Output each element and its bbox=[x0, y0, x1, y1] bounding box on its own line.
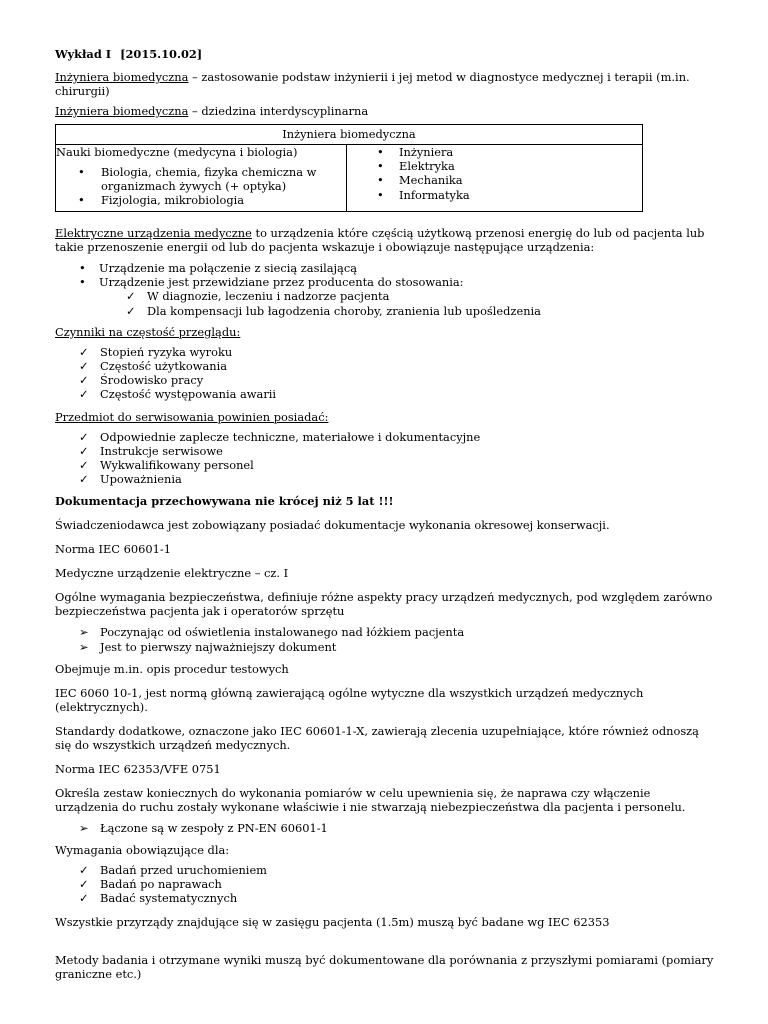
list-item bbox=[55, 289, 715, 303]
list-item bbox=[55, 261, 715, 275]
combined-list bbox=[55, 821, 715, 835]
factors-list bbox=[55, 345, 715, 402]
list-item bbox=[55, 863, 715, 877]
check-icon: ✓ bbox=[79, 387, 89, 402]
bullet-icon: • bbox=[377, 173, 384, 188]
list-item-text: Dla kompensacji lub łagodzenia choroby, zranienia lub upośledzenia bbox=[147, 303, 541, 318]
list-item bbox=[55, 877, 715, 891]
list-item-text: Biologia, chemia, fizyka chemiczna w organizmach żywych (+ optyka) bbox=[101, 165, 317, 194]
list-item-text: Elektryka bbox=[399, 159, 455, 174]
list-item bbox=[56, 193, 346, 207]
list-item-text: Instrukcje serwisowe bbox=[100, 443, 223, 458]
definition-text: to urządzenia które częścią użytkową przenosi energię do lub od pacjenta lub takie przenoszenie energii od lub do pacjenta wskazuje i obowiązuje następujące urządzenia: bbox=[55, 226, 705, 254]
all-devices-note: Wszystkie przyrządy znajdujące się w zasięgu pacjenta (1.5m) muszą być badane wg IEC 62353 bbox=[55, 914, 610, 929]
list-item-text: Odpowiednie zaplecze techniczne, materiałowe i dokumentacyjne bbox=[100, 429, 481, 444]
bullet-icon: • bbox=[377, 145, 384, 159]
lecture-date: [2015.10.02] bbox=[120, 47, 203, 61]
list-item bbox=[55, 275, 715, 289]
check-icon: ✓ bbox=[79, 443, 89, 458]
list-item bbox=[55, 640, 715, 654]
list-item-text: Urządzenie ma połączenie z siecią zasilającą bbox=[99, 261, 358, 275]
table-right-list bbox=[347, 145, 642, 202]
table-left-list bbox=[56, 165, 346, 208]
list-item-text: Wykwalifikowany personel bbox=[100, 458, 254, 473]
lecture-name: Wykład I bbox=[55, 47, 112, 61]
table-header: Inżyniera biomedyczna bbox=[56, 125, 643, 145]
list-item bbox=[55, 304, 715, 318]
check-icon: ✓ bbox=[79, 877, 89, 892]
check-icon: ✓ bbox=[79, 472, 89, 487]
list-item-text: Inżyniera bbox=[399, 145, 454, 159]
requirements-heading: Wymagania obowiązujące dla: bbox=[55, 843, 230, 858]
list-item-text: Upoważnienia bbox=[100, 472, 182, 487]
list-item-text: Jest to pierwszy najważniejszy dokument bbox=[100, 639, 337, 654]
list-item bbox=[56, 165, 346, 193]
check-icon: ✓ bbox=[126, 303, 136, 318]
list-item-text: Stopień ryzyka wyroku bbox=[100, 344, 233, 359]
definition-paragraph bbox=[55, 70, 715, 98]
documentation-note: Dokumentacja przechowywana nie krócej niż 5 lat !!! bbox=[55, 494, 394, 509]
list-item bbox=[55, 430, 715, 444]
list-item bbox=[347, 145, 642, 159]
list-item bbox=[55, 359, 715, 373]
list-item bbox=[55, 821, 715, 835]
electrical-devices-paragraph bbox=[55, 226, 715, 254]
bullet-icon: • bbox=[377, 187, 384, 202]
document-page bbox=[55, 47, 715, 981]
norm-iec-60601: Norma IEC 60601-1 bbox=[55, 542, 171, 557]
service-heading: Przedmiot do serwisowania powinien posiadać: bbox=[55, 409, 329, 424]
service-list bbox=[55, 430, 715, 487]
bullet-icon: • bbox=[79, 275, 86, 290]
definition-term: Inżyniera biomedyczna bbox=[55, 70, 189, 84]
lecture-title bbox=[55, 47, 715, 61]
general-requirements: Ogólne wymagania bezpieczeństwa, definiuje różne aspekty pracy urządzeń medycznych, pod względem zarówno bezpieczeństwa pacjenta jak i operatorów sprzętu bbox=[55, 590, 713, 619]
check-icon: ✓ bbox=[79, 344, 89, 359]
list-item bbox=[347, 188, 642, 202]
check-icon: ✓ bbox=[126, 289, 136, 304]
list-item-text: Urządzenie jest przewidziane przez producenta do stosowania: bbox=[99, 275, 464, 290]
standards-note: Standardy dodatkowe, oznaczone jako IEC 60601-1-X, zawierają zlecenia uzupełniające, które również odnoszą się do wszystkich urządzeń medycznych. bbox=[55, 723, 699, 752]
list-item bbox=[55, 444, 715, 458]
definition-term: Elektryczne urządzenia medyczne bbox=[55, 226, 252, 240]
list-item bbox=[347, 159, 642, 173]
list-item-text: Mechanika bbox=[399, 173, 463, 188]
general-list bbox=[55, 625, 715, 653]
check-icon: ✓ bbox=[79, 458, 89, 473]
list-item-text: Środowisko pracy bbox=[100, 373, 204, 388]
disciplines-table bbox=[55, 124, 643, 212]
list-item bbox=[55, 472, 715, 486]
norm-iec-62353: Norma IEC 62353/VFE 0751 bbox=[55, 761, 221, 776]
table-left-title: Nauki biomedyczne (medycyna i biologia) bbox=[56, 145, 298, 159]
definition-text: – dziedzina interdyscyplinarna bbox=[188, 104, 369, 118]
provider-note: Świadczeniodawca jest zobowiązany posiadać dokumentacje wykonania okresowej konserwacji. bbox=[55, 518, 610, 533]
list-item-text: Częstość występowania awarii bbox=[100, 387, 277, 402]
list-item bbox=[55, 625, 715, 639]
list-item bbox=[347, 173, 642, 187]
list-item-text: Łączone są w zespoły z PN-EN 60601-1 bbox=[100, 820, 328, 835]
check-icon: ✓ bbox=[79, 373, 89, 388]
check-icon: ✓ bbox=[79, 359, 89, 374]
electrical-list bbox=[55, 261, 715, 289]
arrow-icon: ➢ bbox=[79, 639, 89, 654]
definition-term: Inżyniera biomedyczna bbox=[55, 104, 189, 118]
norm-description: Określa zestaw koniecznych do wykonania pomiarów w celu upewnienia się, że naprawa czy włączenie urządzenia do ruchu zostały wykonane właściwie i nie stwarzają niebezpieczeństwa dla pacjenta i personelu. bbox=[55, 785, 686, 814]
list-item bbox=[55, 891, 715, 905]
includes-note: Obejmuje m.in. opis procedur testowych bbox=[55, 661, 289, 676]
table-left-cell bbox=[56, 145, 347, 212]
list-item-text: Badań po naprawach bbox=[100, 877, 222, 892]
list-item bbox=[55, 345, 715, 359]
check-icon: ✓ bbox=[79, 429, 89, 444]
check-icon: ✓ bbox=[79, 891, 89, 906]
bullet-icon: • bbox=[79, 261, 86, 275]
requirements-list bbox=[55, 863, 715, 906]
arrow-icon: ➢ bbox=[79, 625, 89, 640]
arrow-icon: ➢ bbox=[79, 820, 89, 835]
list-item bbox=[55, 373, 715, 387]
iec-main-note: IEC 6060 10-1, jest normą główną zawierającą ogólne wytyczne dla wszystkich urządzeń medycznych (elektrycznych). bbox=[55, 685, 644, 714]
bullet-icon: • bbox=[377, 159, 384, 174]
electrical-sub-list bbox=[55, 289, 715, 317]
methods-note: Metody badania i otrzymane wyniki muszą być dokumentowane dla porównania z przyszłymi pomiarami (pomiary graniczne etc.) bbox=[55, 952, 714, 981]
bullet-icon: • bbox=[78, 165, 85, 179]
list-item-text: Poczynając od oświetlenia instalowanego nad łóżkiem pacjenta bbox=[100, 625, 465, 640]
list-item-text: Badać systematycznych bbox=[100, 891, 238, 906]
list-item-text: Częstość użytkowania bbox=[100, 359, 228, 374]
norm-subtitle: Medyczne urządzenie elektryczne – cz. I bbox=[55, 566, 289, 581]
factors-heading: Czynniki na częstość przeglądu: bbox=[55, 324, 241, 339]
bullet-icon: • bbox=[78, 193, 85, 208]
interdisciplinary-paragraph bbox=[55, 104, 715, 118]
table-right-cell bbox=[347, 145, 643, 212]
list-item-text: Informatyka bbox=[399, 187, 470, 202]
list-item-text: Fizjologia, mikrobiologia bbox=[101, 193, 245, 208]
list-item-text: Badań przed uruchomieniem bbox=[100, 863, 267, 878]
list-item-text: W diagnozie, leczeniu i nadzorze pacjenta bbox=[147, 289, 390, 304]
list-item bbox=[55, 458, 715, 472]
definition-text: – zastosowanie podstaw inżynierii i jej metod w diagnostyce medycznej i terapii (m.in. chirurgii) bbox=[55, 70, 690, 98]
list-item bbox=[55, 387, 715, 401]
check-icon: ✓ bbox=[79, 863, 89, 878]
